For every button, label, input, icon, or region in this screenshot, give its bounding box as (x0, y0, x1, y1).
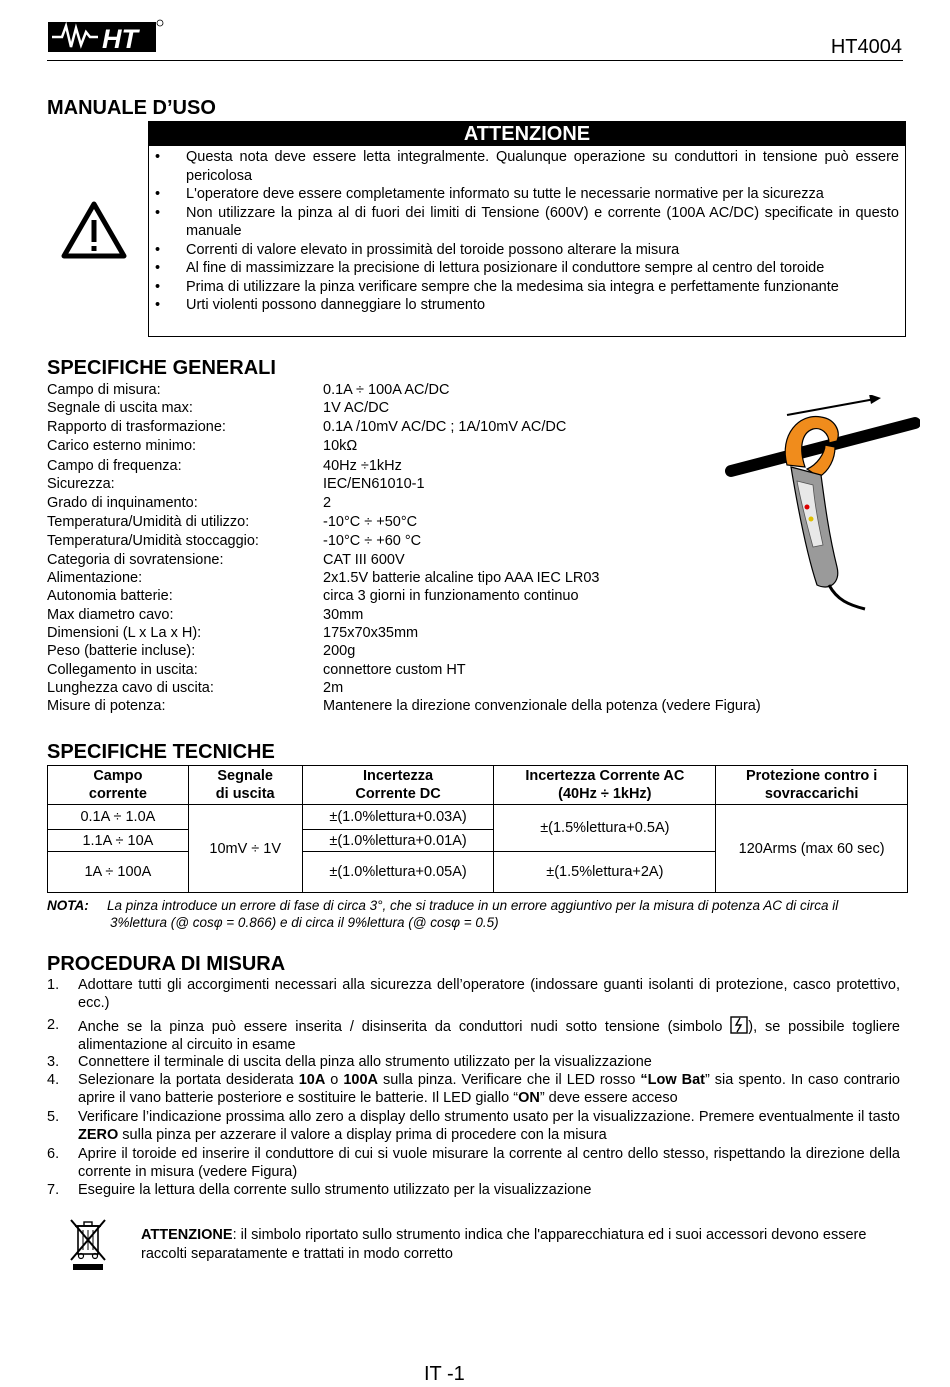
disposal-text: : il simbolo riportato sullo strumento indica che l'apparecchiatura ed i suoi accessori devono essere raccolti separatamente e trattati in modo corretto (141, 1227, 867, 1262)
range-cell: 1.1A ÷ 10A (48, 830, 189, 852)
spec-label: Collegamento in uscita: (47, 662, 198, 678)
table-header-row (48, 766, 908, 805)
step-number: 1. (47, 977, 60, 993)
output-cell: 10mV ÷ 1V (188, 805, 302, 893)
warning-triangle-icon (60, 200, 128, 260)
header-range: Campo corrente (48, 766, 189, 805)
spec-value: 175x70x35mm (323, 625, 419, 641)
spec-label: Dimensioni (L x La x H): (47, 625, 202, 641)
spec-value: 2m (323, 680, 344, 696)
spec-label: Segnale di uscita max: (47, 400, 193, 416)
general-specs-title: SPECIFICHE GENERALI (47, 357, 276, 379)
spec-label: Sicurezza: (47, 476, 115, 492)
note-label: NOTA: (47, 898, 89, 913)
warning-item: • Questa nota deve essere letta integralmente. Qualunque operazione su conduttori in tensione può essere pericolosa (186, 148, 899, 185)
spec-value: 0.1A ÷ 100A AC/DC (323, 382, 450, 398)
warning-item: • Urti violenti possono danneggiare lo strumento (186, 296, 899, 315)
step-text: Selezionare la portata desiderata 10A o 100A sulla pinza. Verificare che il LED rosso “Low Bat” sia spento. In caso contrario aprire il vano batterie posteriore e sostituire le batterie. Il LED giallo “ON” deve essere acceso (78, 1072, 900, 1106)
spec-value: 2 (323, 495, 332, 511)
ac-cell: ±(1.5%lettura+2A) (494, 852, 716, 893)
warning-item: • Correnti di valore elevato in prossimità del toroide possono alterare la misura (186, 241, 899, 260)
procedure-step (47, 976, 900, 1012)
spec-value: 40Hz ÷1kHz (323, 458, 402, 474)
spec-value: -10°C ÷ +60 °C (323, 533, 422, 549)
logo-text: HT (102, 24, 138, 54)
technical-specs-title: SPECIFICHE TECNICHE (47, 741, 275, 763)
step-text: Anche se la pinza può essere inserita / disinserita da conduttori nudi sotto tensione (simbolo ), se possibile togliere alimentazione al circuito in esame (47, 1016, 900, 1054)
procedure-title: PROCEDURA DI MISURA (47, 953, 286, 975)
spec-value: -10°C ÷ +50°C (323, 514, 418, 530)
spec-value: Mantenere la direzione convenzionale della potenza (vedere Figura) (323, 698, 761, 714)
procedure-step (47, 1145, 900, 1181)
spec-label: Alimentazione: (47, 570, 143, 586)
header-dc-uncertainty: Incertezza Corrente DC (302, 766, 494, 805)
note (47, 897, 903, 931)
header-protection: Protezione contro i sovraccarichi (716, 766, 908, 805)
range-cell: 1A ÷ 100A (48, 852, 189, 893)
warning-item: • Prima di utilizzare la pinza verificare sempre che la medesima sia integra e perfettamente funzionante (186, 278, 899, 297)
dc-cell: ±(1.0%lettura+0.05A) (302, 852, 494, 893)
spec-label: Campo di misura: (47, 382, 161, 398)
spec-value: IEC/EN61010-1 (323, 476, 425, 492)
ac-cell: ±(1.5%lettura+0.5A) (494, 805, 716, 852)
spec-label: Peso (batterie incluse): (47, 643, 196, 659)
spec-label: Autonomia batterie: (47, 588, 173, 604)
step-text: Aprire il toroide ed inserire il conduttore di cui si vuole misurare la corrente al centro dello stesso, rispettando la direzione della corrente in misura (vedere Figura) (78, 1146, 900, 1180)
header-divider (47, 60, 903, 61)
warning-title: ATTENZIONE (149, 122, 905, 146)
ht-logo (46, 16, 168, 56)
warning-item: • Al fine di massimizzare la precisione di lettura posizionare il conduttore sempre al centro del toroide (186, 259, 899, 278)
step-text: Adottare tutti gli accorgimenti necessari alla sicurezza dell’operatore (indossare guanti isolanti di protezione, casco protettivo, ecc.) (78, 977, 900, 1011)
spec-label: Campo di frequenza: (47, 458, 182, 474)
manual-title: MANUALE D’USO (47, 97, 216, 119)
protection-cell: 120Arms (max 60 sec) (716, 805, 908, 893)
clamp-illustration (725, 395, 920, 620)
disposal-notice (141, 1226, 901, 1264)
step-number: 5. (47, 1109, 60, 1125)
range-cell: 0.1A ÷ 1.0A (48, 805, 189, 830)
note-line-1: La pinza introduce un errore di fase di circa 3°, che si traduce in un errore aggiuntivo per la misura di potenza AC di circa il (107, 898, 839, 913)
step-number: 7. (47, 1182, 60, 1198)
spec-value: connettore custom HT (323, 662, 466, 678)
spec-value: 2x1.5V batterie alcaline tipo AAA IEC LR03 (323, 570, 600, 586)
spec-label: Misure di potenza: (47, 698, 166, 714)
spec-label: Max diametro cavo: (47, 607, 174, 623)
spec-label: Temperatura/Umidità stoccaggio: (47, 533, 259, 549)
spec-label: Grado di inquinamento: (47, 495, 198, 511)
step-number: 3. (47, 1054, 60, 1070)
spec-label: Rapporto di trasformazione: (47, 419, 226, 435)
step-text: Eseguire la lettura della corrente sullo strumento utilizzato per la visualizzazione (78, 1182, 592, 1198)
header-output: Segnale di uscita (188, 766, 302, 805)
procedure-step (47, 1016, 900, 1054)
step-text: Connettere il terminale di uscita della pinza allo strumento utilizzato per la visualizzazione (78, 1054, 652, 1070)
spec-label: Temperatura/Umidità di utilizzo: (47, 514, 250, 530)
warning-box (148, 121, 906, 337)
procedure-step (47, 1181, 900, 1199)
spec-value: circa 3 giorni in funzionamento continuo (323, 588, 579, 604)
procedure-step (47, 1053, 900, 1071)
spec-value: 200g (323, 643, 356, 659)
table-row (48, 805, 908, 830)
procedure-step (47, 1071, 900, 1107)
dc-cell: ±(1.0%lettura+0.03A) (302, 805, 494, 830)
warning-item: • L'operatore deve essere completamente informato su tutte le necessarie normative per la sicurezza (186, 185, 899, 204)
spec-label: Categoria di sovratensione: (47, 552, 224, 568)
spec-value: 10kΩ (323, 438, 358, 454)
spec-label: Carico esterno minimo: (47, 438, 197, 454)
step-number: 4. (47, 1072, 60, 1088)
warning-list (149, 146, 905, 315)
page-number: IT -1 (424, 1363, 465, 1385)
spec-value: 1V AC/DC (323, 400, 390, 416)
note-line-2: 3%lettura (@ cosφ = 0.866) e di circa il 9%lettura (@ cosφ = 0.5) (110, 915, 499, 930)
spec-value: CAT III 600V (323, 552, 405, 568)
live-conductor-symbol-icon (730, 1016, 748, 1034)
weee-bin-icon (68, 1218, 108, 1272)
step-number: 6. (47, 1146, 60, 1162)
spec-label: Lunghezza cavo di uscita: (47, 680, 214, 696)
warning-item: • Non utilizzare la pinza al di fuori dei limiti di Tensione (600V) e corrente (100A AC/DC) specificate in questo manuale (186, 204, 899, 241)
procedure-step (47, 1108, 900, 1144)
spec-value: 0.1A /10mV AC/DC ; 1A/10mV AC/DC (323, 419, 567, 435)
disposal-label: ATTENZIONE (141, 1227, 233, 1243)
spec-value: 30mm (323, 607, 364, 623)
header-ac-uncertainty: Incertezza Corrente AC (40Hz ÷ 1kHz) (494, 766, 716, 805)
technical-specs-table (47, 765, 908, 893)
step-text: Verificare l’indicazione prossima allo zero a display dello strumento usato per la visualizzazione. Premere eventualmente il tasto ZERO sulla pinza per azzerare il valore a display prima di procedere con la misura (78, 1109, 900, 1143)
dc-cell: ±(1.0%lettura+0.01A) (302, 830, 494, 852)
step-number: 2. (47, 1017, 60, 1033)
model-name: HT4004 (830, 36, 902, 58)
